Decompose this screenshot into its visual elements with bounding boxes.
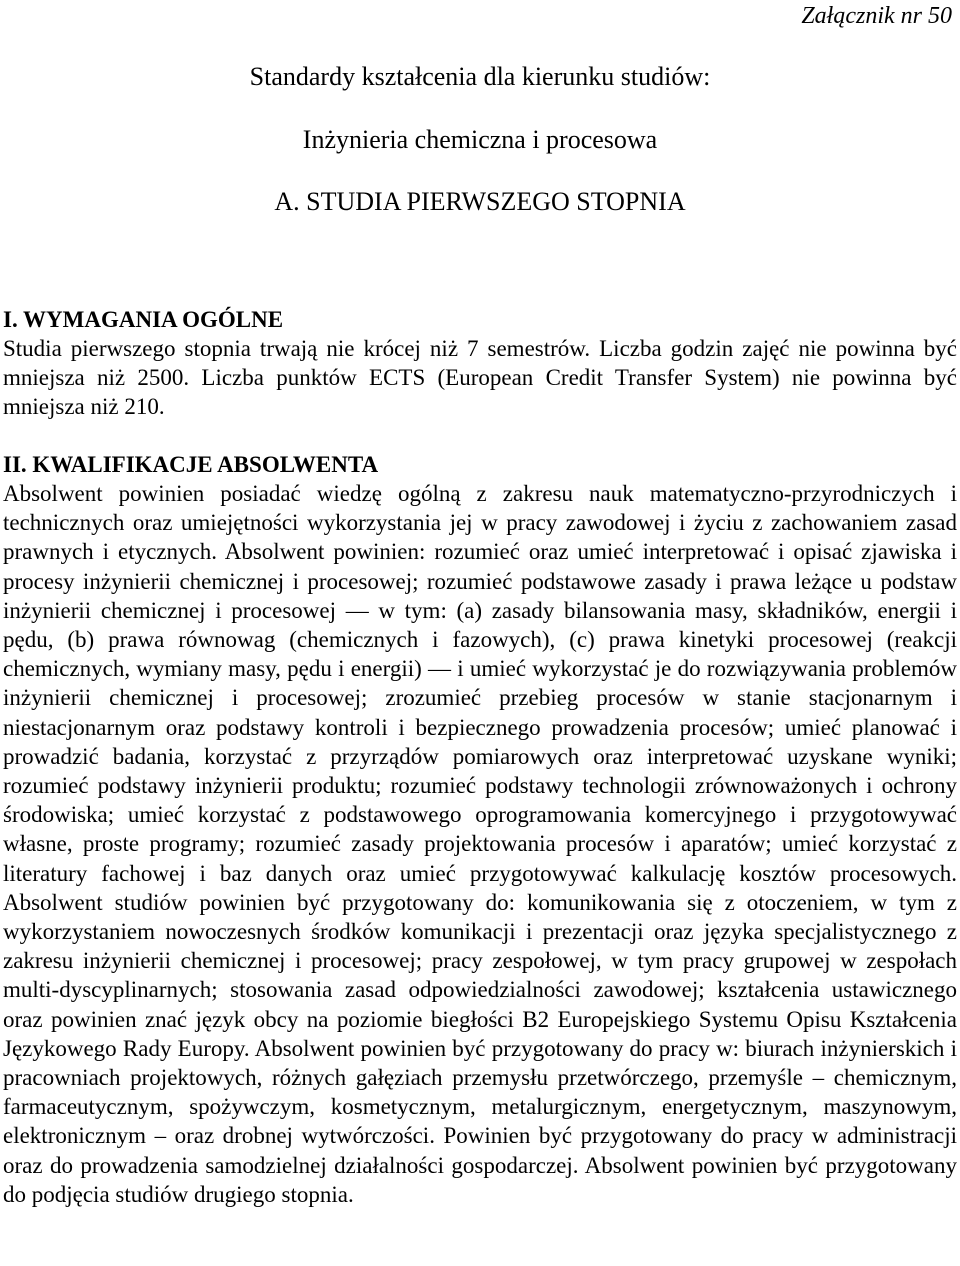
section-body: Studia pierwszego stopnia trwają nie krócej niż 7 semestrów. Liczba godzin zajęć nie powinna być mniejsza niż 2500. Liczba punktów ECTS (European Credit Transfer System) nie powinna być mniejsza niż 210. (3, 336, 957, 419)
section-heading: II. KWALIFIKACJE ABSOLWENTA (3, 452, 379, 477)
section-body: Absolwent powinien posiadać wiedzę ogólną z zakresu nauk matematyczno-przyrodniczych i technicznych oraz umiejętności wykorzystania jej w pracy zawodowej i życiu z zachowaniem zasad prawnych i etycznych. Absolwent powinien: rozumieć oraz umieć interpretować i opisać zjawiska i procesy inżynierii chemicznej i procesowej; rozumieć podstawowe zasady i prawa leżące u podstaw inżynierii chemicznej i procesowej — w tym: (a) zasady bilansowania masy, składników, energii i pędu, (b) prawa równowag (chemicznych i fazowych), (c) prawa kinetyki procesowej (reakcji chemicznych, wymiany masy, pędu i energii) — i umieć wykorzystać je do rozwiązywania problemów inżynierii chemicznej i procesowej; zrozumieć przebieg procesów w stanie stacjonarnym i niestacjonarnym oraz podstawy kontroli i bezpiecznego prowadzenia procesów; umieć planować i prowadzić badania, korzystać z przyrządów pomiarowych oraz interpretować uzyskane wyniki; rozumieć podstawy inżynierii produktu; rozumieć podstawy technologii zrównoważonych i ochrony środowiska; umieć korzystać z podstawowego oprogramowania komercyjnego i przygotowywać własne, proste programy; rozumieć zasady projektowania procesów i aparatów; umieć korzystać z literatury fachowej i baz danych oraz umieć przygotowywać kalkulację kosztów procesowych. Absolwent studiów powinien być przygotowany do: komunikowania się z otoczeniem, w tym z wykorzystaniem nowoczesnych środków komunikacji i prezentacji oraz języka specjalistycznego z zakresu inżynierii chemicznej i procesowej; pracy zespołowej, w tym pracy grupowej w zespołach multi-dyscyplinarnych; stosowania zasad odpowiedzialności zawodowej; kształcenia ustawicznego oraz powinien znać język obcy na poziomie biegłości B2 Europejskiego Systemu Opisu Kształcenia Językowego Rady Europy. Absolwent powinien być przygotowany do pracy w: biurach inżynierskich i pracowniach projektowych, różnych gałęziach przemysłu przetwórczego, przemyśle – chemicznym, farmaceutycznym, spożywczym, kosmetycznym, metalurgicznym, energetycznym, maszynowym, elektronicznym – oraz drobnej wytwórczości. Powinien być przygotowany do pracy w administracji oraz do prowadzenia samodzielnej działalności gospodarczej. Absolwent powinien być przygotowany do podjęcia studiów drugiego stopnia. (3, 481, 957, 1207)
degree-level-title: A. STUDIA PIERWSZEGO STOPNIA (274, 187, 686, 216)
section-general-requirements (3, 306, 957, 421)
section-graduate-qualifications (3, 451, 957, 1209)
document-title: Standardy kształcenia dla kierunku studiów: (249, 62, 711, 91)
section-heading: I. WYMAGANIA OGÓLNE (3, 307, 284, 332)
annex-label: Załącznik nr 50 (801, 3, 952, 29)
field-of-study-title: Inżynieria chemiczna i procesowa (302, 125, 658, 154)
